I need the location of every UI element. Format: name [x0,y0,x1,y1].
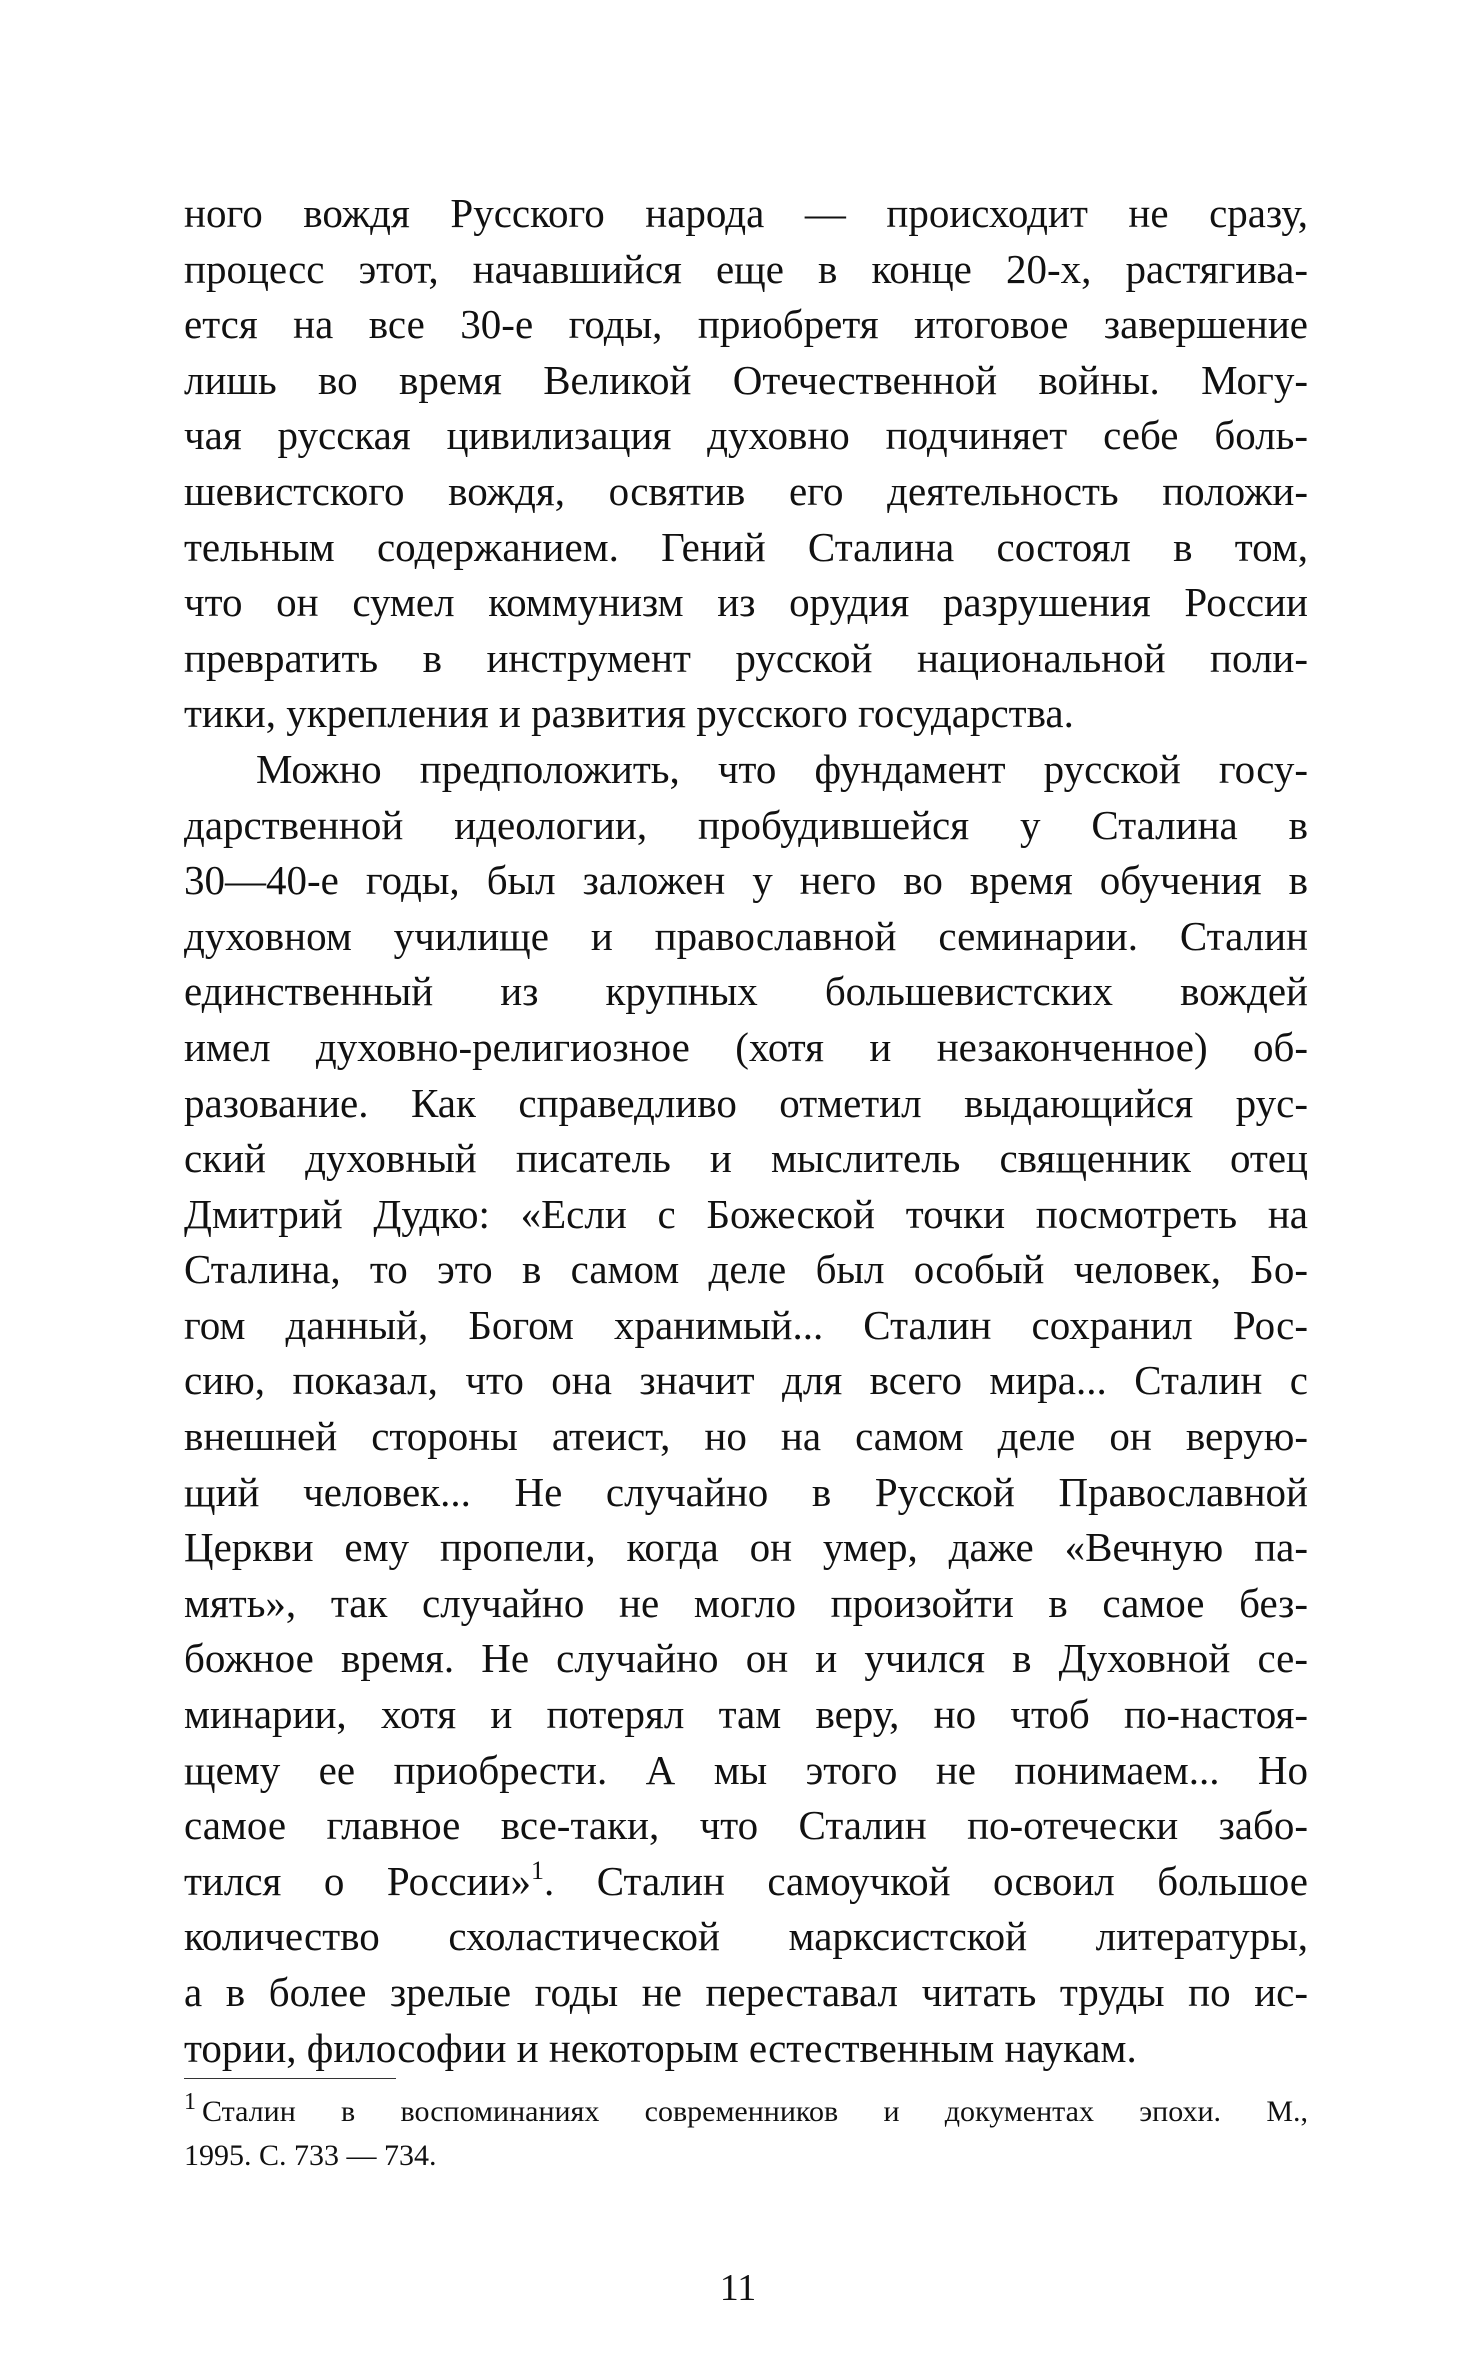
text-line: Церкви ему пропели, когда он умер, даже «Вечную па- [184,1524,1308,1571]
text-line: щий человек... Не случайно в Русской Православной [184,1468,1308,1515]
text-line: ский духовный писатель и мыслитель священник отец [184,1135,1308,1182]
text-line: тельным содержанием. Гений Сталина состоял в том, [184,523,1308,570]
text-line: божное время. Не случайно он и учился в Духовной се- [184,1635,1308,1682]
text-line: самое главное все-таки, что Сталин по-отечески забо- [184,1802,1308,1849]
text-line: духовном училище и православной семинарии. Сталин [184,912,1308,959]
footnote-separator [184,2078,396,2079]
text-line: а в более зрелые годы не переставал читать труды по ис- [184,1969,1308,2015]
text-line: Сталина, то это в самом деле был особый человек, Бо- [184,1246,1308,1293]
text-line: гом данный, Богом хранимый... Сталин сохранил Рос- [184,1301,1308,1348]
text-line: мять», так случайно не могло произойти в самое без- [184,1579,1308,1626]
text-line: тики, укрепления и развития русского государства. [184,690,1074,737]
text-line: ного вождя Русского народа — происходит не сразу, [184,190,1308,236]
text-line: лишь во время Великой Отечественной войны. Могу- [184,356,1308,403]
main-text [184,186,1308,2076]
paragraph-1 [184,186,1308,742]
text-line: дарственной идеологии, пробудившейся у Сталина в [184,801,1308,848]
footnote-line: 1995. С. 733 — 734. [184,2139,437,2172]
footnote-marker: 1 [184,2089,196,2115]
text-line: что он сумел коммунизм из орудия разрушения России [184,579,1308,626]
footnote-reference[interactable]: 1 [530,1855,544,1885]
text-fragment: тился о России» [184,1857,531,1904]
text-line: имел духовно-религиозное (хотя и незаконченное) об- [184,1023,1308,1070]
text-line: минарии, хотя и потерял там веру, но чтоб по-настоя- [184,1691,1308,1738]
text-line: щему ее приобрести. А мы этого не понимаем... Но [184,1746,1308,1793]
text-line: единственный из крупных большевистских вождей [184,968,1308,1015]
paragraph-2 [184,742,1308,2076]
footnote-text: Сталин в воспоминаниях современников и документах эпохи. М., [202,2095,1308,2128]
text-line-with-footnote-ref [184,1854,1308,1910]
footnote [184,2090,1308,2178]
text-line: Можно предположить, что фундамент русской госу- [256,745,1308,792]
text-line: шевистского вождя, освятив его деятельность положи- [184,467,1308,514]
text-line: внешней стороны атеист, но на самом деле он верую- [184,1413,1308,1460]
text-line: превратить в инструмент русской национальной поли- [184,634,1308,681]
text-line: чая русская цивилизация духовно подчиняет себе боль- [184,412,1308,459]
text-line: тории, философии и некоторым естественным наукам. [184,2024,1137,2071]
text-line: процесс этот, начавшийся еще в конце 20-х, растягива- [184,245,1308,292]
text-line: разование. Как справедливо отметил выдающийся рус- [184,1079,1308,1126]
text-line: количество схоластической марксистской литературы, [184,1913,1308,1960]
text-line: Дмитрий Дудко: «Если с Божеской точки посмотреть на [184,1190,1308,1237]
text-line: сию, показал, что она значит для всего мира... Сталин с [184,1357,1308,1404]
page-number: 11 [719,2267,757,2309]
text-line: ется на все 30-е годы, приобретя итоговое завершение [184,301,1308,348]
text-fragment: . Сталин самоучкой освоил большое [543,1857,1308,1904]
footnote-line [184,2090,1308,2134]
text-line: 30—40-е годы, был заложен у него во время обучения в [184,857,1308,904]
